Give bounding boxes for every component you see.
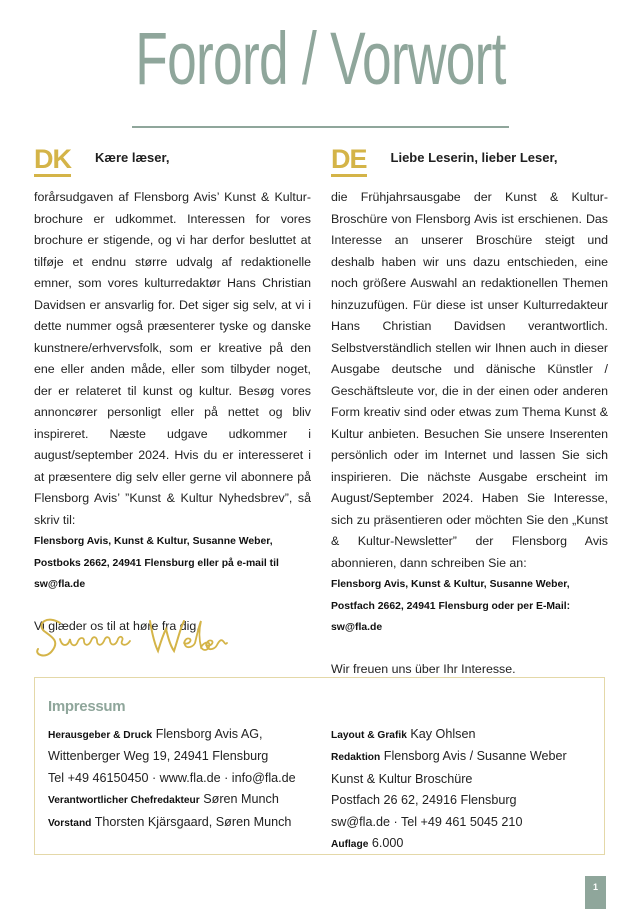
circulation-label: Auflage [331, 839, 369, 851]
impressum-title: Impressum [48, 698, 126, 715]
signature [30, 605, 240, 665]
impressum-box [34, 677, 605, 855]
publisher-value: Flensborg Avis AG, [155, 727, 263, 741]
editorial-contact: sw@fla.de · Tel +49 461 5045 210 [331, 814, 523, 829]
contact-info-de: Flensborg Avis, Kunst & Kultur, Susanne Weber, Postfach 2662, 24941 Flensburg oder per E-Mail: sw@fla.de [331, 579, 571, 633]
title-divider [132, 126, 509, 128]
language-code-de: DE [331, 145, 367, 177]
german-heading [331, 145, 608, 187]
board-label: Vorstand [48, 817, 92, 829]
publisher-line [48, 724, 318, 746]
greeting-de: Liebe Leserin, lieber Leser, [390, 150, 558, 165]
circulation-value: 6.000 [371, 836, 404, 851]
closing-de: Wir freuen uns über Ihr Interesse. [331, 661, 516, 676]
greeting-dk: Kære læser, [95, 150, 170, 165]
closing-dk: Vi glæder os til at høre fra dig. [34, 618, 200, 633]
impressum-left-column [48, 724, 318, 834]
board-value: Thorsten Kjärsgaard, Søren Munch [94, 814, 292, 829]
language-code-dk: DK [34, 145, 71, 177]
impressum-right-column [331, 724, 601, 855]
body-text-de: die Frühjahrsausgabe der Kunst & Kultur-Broschüre von Flensborg Avis ist erschienen. Das Interesse an unserer Broschüre steigt und deshalb haben wir uns dazu entschieden, eine noch größere Auswahl an redaktionellen Themen hinzuzufügen. Für diese ist unser Kulturredakteur Hans Christian Davidsen verantwortlich. Selbstverständlich stellen wir Ihnen auch in dieser Ausgabe deutsche und dänische Künstler / Geschäftsleute vor, die in der einen oder anderen Form kreativ sind oder etwas zum Thema Kunst & Kultur anbieten. Besuchen Sie unsere Inserenten persönlich oder im Internet und lassen Sie sich inspirieren. Die nächste Ausgabe erscheint im August/September 2024. Haben Sie Interesse, sich zu präsentieren oder möchten Sie den „Kunst & Kultur-Newsletter” der Flensborg Avis abonnieren, dann schreiben Sie an: [331, 190, 608, 570]
german-column [331, 145, 608, 680]
postbox-address: Postfach 26 62, 24916 Flensburg [331, 793, 517, 808]
editorial-line [331, 746, 601, 768]
publisher-label: Herausgeber & Druck [48, 730, 153, 741]
body-text-dk: forårsudgaven af Flensborg Avis’ Kunst & Kultur-brochure er udkommet. Interessen for vores brochure er stigende, og vi har derfor besluttet at tilføje et endnu større udvalg af redaktionelle emner, som vores kulturredaktør Hans Christian Davidsen er ansvarlig for. Det siger sig selv, at vi i dette nummer også præsenterer tyske og danske kunstnere/erhvervsfolk, som er kreative på den ene eller anden måde, eller som tilbyder noget, der er relateret til kunst og kultur. Besøg vores annoncører personligt eller på nettet og bliv inspireret. Næste udgave udkommer i august/september 2024. Hvis du er interesseret i at præsentere dig selv eller gerne vil abonnere på Flensborg Avis’ ”Kunst & Kultur Nyhedsbrev”, så skriv til: [34, 190, 311, 527]
contact-info-dk: Flensborg Avis, Kunst & Kultur, Susanne Weber, Postboks 2662, 24941 Flensburg eller på e-mail til sw@fla.de [34, 536, 279, 590]
chief-editor-label: Verantwortlicher Chefredakteur [48, 795, 200, 807]
layout-value: Kay Ohlsen [410, 727, 476, 741]
chief-editor-line [48, 789, 318, 811]
chief-editor-value: Søren Munch [203, 792, 279, 807]
publisher-address: Wittenberger Weg 19, 24941 Flensburg [48, 749, 269, 764]
danish-heading [34, 145, 311, 187]
layout-label: Layout & Grafik [331, 730, 407, 741]
publisher-contact: Tel +49 46150450 · www.fla.de · info@fla.de [48, 770, 296, 785]
editorial-label: Redaktion [331, 752, 381, 764]
page-number: 1 [585, 876, 606, 909]
brochure-name: Kunst & Kultur Broschüre [331, 771, 473, 786]
board-line [48, 812, 318, 834]
layout-line [331, 724, 601, 746]
danish-column [34, 145, 311, 637]
editorial-value: Flensborg Avis / Susanne Weber [383, 749, 567, 764]
circulation-line [331, 833, 601, 855]
page-title: Forord / Vorwort [135, 17, 506, 100]
